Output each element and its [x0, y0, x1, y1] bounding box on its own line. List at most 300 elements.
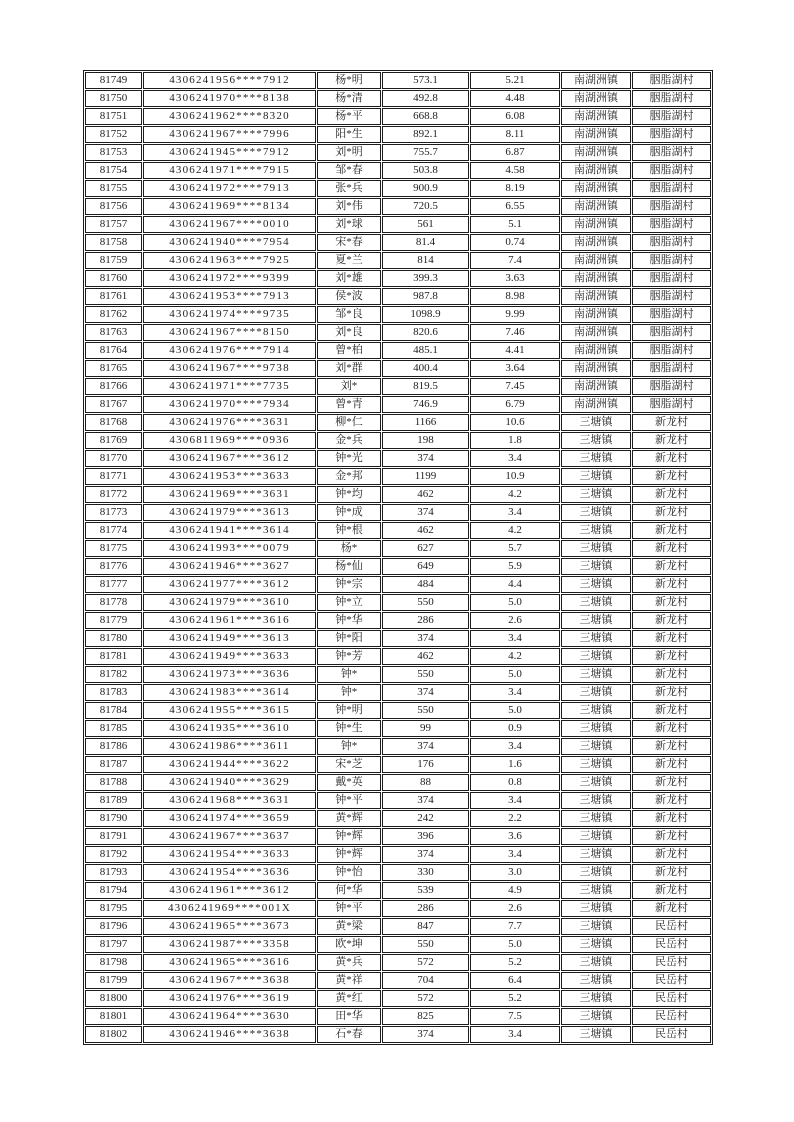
table-cell: 4306241976****3631 [143, 414, 316, 431]
table-cell: 民岳村 [632, 1008, 711, 1025]
table-cell: 4306241970****8138 [143, 90, 316, 107]
table-cell: 4.2 [470, 522, 560, 539]
table-cell: 400.4 [382, 360, 469, 377]
table-cell: 南湖洲镇 [561, 288, 631, 305]
table-cell: 4306241962****8320 [143, 108, 316, 125]
table-row [85, 792, 711, 809]
table-cell: 374 [382, 738, 469, 755]
table-cell: 561 [382, 216, 469, 233]
table-cell: 欧*坤 [317, 936, 381, 953]
table-cell: 4306241944****3622 [143, 756, 316, 773]
table-row [85, 882, 711, 899]
table-cell: 三塘镇 [561, 468, 631, 485]
table-cell: 572 [382, 954, 469, 971]
table-cell: 新龙村 [632, 612, 711, 629]
table-cell: 81767 [85, 396, 142, 413]
table-cell: 刘* [317, 378, 381, 395]
table-cell: 3.4 [470, 504, 560, 521]
table-cell: 钟*辉 [317, 846, 381, 863]
table-row [85, 468, 711, 485]
table-row [85, 900, 711, 917]
table-cell: 钟*均 [317, 486, 381, 503]
table-cell: 5.1 [470, 216, 560, 233]
table-cell: 374 [382, 846, 469, 863]
table-cell: 814 [382, 252, 469, 269]
table-cell: 4306241965****3616 [143, 954, 316, 971]
table-cell: 242 [382, 810, 469, 827]
table-cell: 81764 [85, 342, 142, 359]
table-cell: 三塘镇 [561, 576, 631, 593]
table-cell: 民岳村 [632, 918, 711, 935]
table-row [85, 702, 711, 719]
table-cell: 刘*良 [317, 324, 381, 341]
table-cell: 6.55 [470, 198, 560, 215]
table-row [85, 342, 711, 359]
table-cell: 1.8 [470, 432, 560, 449]
table-row [85, 180, 711, 197]
table-cell: 新龙村 [632, 630, 711, 647]
table-cell: 黄*辉 [317, 810, 381, 827]
table-cell: 南湖洲镇 [561, 378, 631, 395]
table-cell: 刘*球 [317, 216, 381, 233]
table-cell: 4.58 [470, 162, 560, 179]
table-row [85, 990, 711, 1007]
table-cell: 9.99 [470, 306, 560, 323]
table-cell: 三塘镇 [561, 882, 631, 899]
table-row [85, 396, 711, 413]
table-cell: 374 [382, 504, 469, 521]
table-cell: 钟* [317, 738, 381, 755]
table-cell: 396 [382, 828, 469, 845]
table-cell: 81799 [85, 972, 142, 989]
table-cell: 4306241972****9399 [143, 270, 316, 287]
table-cell: 4306241979****3610 [143, 594, 316, 611]
records-table-body [85, 72, 711, 1043]
table-row [85, 378, 711, 395]
table-cell: 81750 [85, 90, 142, 107]
table-row [85, 684, 711, 701]
table-cell: 3.0 [470, 864, 560, 881]
table-cell: 8.98 [470, 288, 560, 305]
table-cell: 黄*祥 [317, 972, 381, 989]
table-row [85, 594, 711, 611]
table-cell: 胭脂湖村 [632, 90, 711, 107]
table-cell: 南湖洲镇 [561, 234, 631, 251]
table-cell: 南湖洲镇 [561, 396, 631, 413]
table-cell: 81776 [85, 558, 142, 575]
table-cell: 81761 [85, 288, 142, 305]
table-cell: 新龙村 [632, 774, 711, 791]
table-cell: 825 [382, 1008, 469, 1025]
table-row [85, 360, 711, 377]
table-cell: 4306241949****3633 [143, 648, 316, 665]
table-cell: 0.8 [470, 774, 560, 791]
table-cell: 374 [382, 684, 469, 701]
table-cell: 新龙村 [632, 756, 711, 773]
table-cell: 民岳村 [632, 954, 711, 971]
table-cell: 钟*明 [317, 702, 381, 719]
table-cell: 81762 [85, 306, 142, 323]
table-cell: 新龙村 [632, 414, 711, 431]
table-cell: 三塘镇 [561, 630, 631, 647]
table-row [85, 738, 711, 755]
table-cell: 杨*明 [317, 72, 381, 89]
table-cell: 三塘镇 [561, 900, 631, 917]
table-cell: 847 [382, 918, 469, 935]
table-cell: 新龙村 [632, 522, 711, 539]
table-cell: 399.3 [382, 270, 469, 287]
table-cell: 黄*兵 [317, 954, 381, 971]
table-cell: 胭脂湖村 [632, 324, 711, 341]
table-cell: 何*华 [317, 882, 381, 899]
table-cell: 7.7 [470, 918, 560, 935]
table-cell: 钟* [317, 666, 381, 683]
table-cell: 330 [382, 864, 469, 881]
table-cell: 81775 [85, 540, 142, 557]
table-cell: 石*春 [317, 1026, 381, 1043]
table-cell: 钟*平 [317, 792, 381, 809]
table-cell: 三塘镇 [561, 846, 631, 863]
table-cell: 4306241953****3633 [143, 468, 316, 485]
table-cell: 三塘镇 [561, 504, 631, 521]
table-row [85, 90, 711, 107]
table-cell: 81802 [85, 1026, 142, 1043]
table-cell: 三塘镇 [561, 540, 631, 557]
table-cell: 柳*仁 [317, 414, 381, 431]
table-cell: 胭脂湖村 [632, 180, 711, 197]
table-cell: 刘*明 [317, 144, 381, 161]
table-cell: 5.0 [470, 936, 560, 953]
table-cell: 胭脂湖村 [632, 270, 711, 287]
table-cell: 三塘镇 [561, 648, 631, 665]
table-cell: 704 [382, 972, 469, 989]
table-cell: 3.4 [470, 450, 560, 467]
table-cell: 三塘镇 [561, 486, 631, 503]
table-cell: 宋*春 [317, 234, 381, 251]
table-cell: 746.9 [382, 396, 469, 413]
table-row [85, 252, 711, 269]
table-cell: 374 [382, 450, 469, 467]
table-cell: 南湖洲镇 [561, 162, 631, 179]
table-cell: 4306241967****9738 [143, 360, 316, 377]
table-cell: 胭脂湖村 [632, 396, 711, 413]
table-cell: 7.4 [470, 252, 560, 269]
table-row [85, 486, 711, 503]
table-cell: 三塘镇 [561, 702, 631, 719]
table-cell: 邹*春 [317, 162, 381, 179]
table-cell: 88 [382, 774, 469, 791]
table-cell: 81781 [85, 648, 142, 665]
table-cell: 钟*辉 [317, 828, 381, 845]
table-cell: 3.4 [470, 684, 560, 701]
table-cell: 3.4 [470, 1026, 560, 1043]
table-cell: 10.9 [470, 468, 560, 485]
table-cell: 5.21 [470, 72, 560, 89]
table-cell: 新龙村 [632, 594, 711, 611]
table-cell: 刘*群 [317, 360, 381, 377]
table-cell: 三塘镇 [561, 792, 631, 809]
table-cell: 81755 [85, 180, 142, 197]
table-cell: 杨*仙 [317, 558, 381, 575]
table-cell: 81797 [85, 936, 142, 953]
table-cell: 三塘镇 [561, 1008, 631, 1025]
table-cell: 987.8 [382, 288, 469, 305]
table-row [85, 216, 711, 233]
table-cell: 4306811969****0936 [143, 432, 316, 449]
table-cell: 4306241986****3611 [143, 738, 316, 755]
table-cell: 新龙村 [632, 504, 711, 521]
table-cell: 三塘镇 [561, 972, 631, 989]
table-row [85, 828, 711, 845]
table-cell: 杨*平 [317, 108, 381, 125]
table-cell: 81790 [85, 810, 142, 827]
table-cell: 三塘镇 [561, 954, 631, 971]
table-cell: 田*华 [317, 1008, 381, 1025]
table-cell: 3.4 [470, 792, 560, 809]
table-cell: 4306241964****3630 [143, 1008, 316, 1025]
table-cell: 627 [382, 540, 469, 557]
table-row [85, 936, 711, 953]
table-cell: 539 [382, 882, 469, 899]
table-cell: 杨* [317, 540, 381, 557]
table-cell: 南湖洲镇 [561, 72, 631, 89]
table-cell: 钟*华 [317, 612, 381, 629]
table-cell: 4306241971****7915 [143, 162, 316, 179]
table-cell: 三塘镇 [561, 666, 631, 683]
table-cell: 4306241953****7913 [143, 288, 316, 305]
table-cell: 485.1 [382, 342, 469, 359]
table-cell: 三塘镇 [561, 612, 631, 629]
table-cell: 南湖洲镇 [561, 90, 631, 107]
table-cell: 4306241969****8134 [143, 198, 316, 215]
table-cell: 81783 [85, 684, 142, 701]
table-cell: 4306241973****3636 [143, 666, 316, 683]
table-cell: 81769 [85, 432, 142, 449]
table-cell: 81798 [85, 954, 142, 971]
table-cell: 81754 [85, 162, 142, 179]
table-cell: 6.87 [470, 144, 560, 161]
table-cell: 4306241961****3616 [143, 612, 316, 629]
table-row [85, 72, 711, 89]
table-cell: 邹*良 [317, 306, 381, 323]
table-row [85, 972, 711, 989]
table-row [85, 864, 711, 881]
table-cell: 1199 [382, 468, 469, 485]
table-cell: 三塘镇 [561, 738, 631, 755]
table-cell: 10.6 [470, 414, 560, 431]
table-cell: 胭脂湖村 [632, 306, 711, 323]
table-cell: 4306241971****7735 [143, 378, 316, 395]
table-cell: 81757 [85, 216, 142, 233]
table-cell: 81766 [85, 378, 142, 395]
table-cell: 5.0 [470, 594, 560, 611]
table-cell: 4306241963****7925 [143, 252, 316, 269]
table-cell: 81786 [85, 738, 142, 755]
table-cell: 民岳村 [632, 972, 711, 989]
table-row [85, 558, 711, 575]
table-cell: 720.5 [382, 198, 469, 215]
table-cell: 4.2 [470, 486, 560, 503]
table-cell: 新龙村 [632, 720, 711, 737]
table-cell: 176 [382, 756, 469, 773]
table-cell: 杨*清 [317, 90, 381, 107]
table-cell: 3.4 [470, 630, 560, 647]
table-cell: 三塘镇 [561, 432, 631, 449]
table-cell: 3.6 [470, 828, 560, 845]
table-cell: 胭脂湖村 [632, 198, 711, 215]
table-cell: 胭脂湖村 [632, 126, 711, 143]
table-cell: 6.79 [470, 396, 560, 413]
table-cell: 4306241972****7913 [143, 180, 316, 197]
table-row [85, 540, 711, 557]
table-cell: 金*邦 [317, 468, 381, 485]
table-cell: 黄*梁 [317, 918, 381, 935]
table-cell: 戴*英 [317, 774, 381, 791]
table-cell: 81789 [85, 792, 142, 809]
table-cell: 张*兵 [317, 180, 381, 197]
table-cell: 81785 [85, 720, 142, 737]
table-cell: 南湖洲镇 [561, 270, 631, 287]
table-cell: 7.5 [470, 1008, 560, 1025]
table-cell: 4306241945****7912 [143, 144, 316, 161]
table-cell: 钟* [317, 684, 381, 701]
table-cell: 4306241976****7914 [143, 342, 316, 359]
table-cell: 374 [382, 1026, 469, 1043]
table-cell: 820.6 [382, 324, 469, 341]
table-cell: 4306241946****3638 [143, 1026, 316, 1043]
table-cell: 492.8 [382, 90, 469, 107]
table-cell: 819.5 [382, 378, 469, 395]
table-cell: 81794 [85, 882, 142, 899]
table-row [85, 126, 711, 143]
table-cell: 81777 [85, 576, 142, 593]
table-cell: 三塘镇 [561, 558, 631, 575]
table-cell: 4306241946****3627 [143, 558, 316, 575]
table-row [85, 198, 711, 215]
table-cell: 81753 [85, 144, 142, 161]
table-cell: 三塘镇 [561, 774, 631, 791]
table-cell: 新龙村 [632, 810, 711, 827]
table-cell: 4306241955****3615 [143, 702, 316, 719]
table-cell: 198 [382, 432, 469, 449]
table-cell: 900.9 [382, 180, 469, 197]
table-cell: 755.7 [382, 144, 469, 161]
table-cell: 374 [382, 792, 469, 809]
table-cell: 4306241965****3673 [143, 918, 316, 935]
table-cell: 503.8 [382, 162, 469, 179]
table-cell: 4306241979****3613 [143, 504, 316, 521]
table-cell: 胭脂湖村 [632, 108, 711, 125]
table-cell: 4306241967****8150 [143, 324, 316, 341]
table-cell: 4.4 [470, 576, 560, 593]
table-cell: 胭脂湖村 [632, 162, 711, 179]
table-cell: 胭脂湖村 [632, 72, 711, 89]
table-cell: 三塘镇 [561, 990, 631, 1007]
table-cell: 4.41 [470, 342, 560, 359]
table-cell: 4306241967****7996 [143, 126, 316, 143]
table-cell: 4.2 [470, 648, 560, 665]
table-cell: 三塘镇 [561, 1026, 631, 1043]
table-cell: 81787 [85, 756, 142, 773]
table-cell: 三塘镇 [561, 756, 631, 773]
table-cell: 胭脂湖村 [632, 252, 711, 269]
table-cell: 81758 [85, 234, 142, 251]
table-cell: 81772 [85, 486, 142, 503]
table-cell: 550 [382, 666, 469, 683]
table-cell: 81782 [85, 666, 142, 683]
table-cell: 新龙村 [632, 900, 711, 917]
table-cell: 新龙村 [632, 792, 711, 809]
table-cell: 4306241977****3612 [143, 576, 316, 593]
table-cell: 4306241970****7934 [143, 396, 316, 413]
table-cell: 4.48 [470, 90, 560, 107]
table-cell: 81771 [85, 468, 142, 485]
table-cell: 550 [382, 936, 469, 953]
table-cell: 81768 [85, 414, 142, 431]
table-cell: 81774 [85, 522, 142, 539]
table-cell: 4306241969****001X [143, 900, 316, 917]
table-cell: 3.64 [470, 360, 560, 377]
table-cell: 4306241974****9735 [143, 306, 316, 323]
table-cell: 胭脂湖村 [632, 288, 711, 305]
table-cell: 1166 [382, 414, 469, 431]
table-cell: 三塘镇 [561, 864, 631, 881]
table-cell: 钟*立 [317, 594, 381, 611]
table-cell: 4306241967****3637 [143, 828, 316, 845]
table-cell: 573.1 [382, 72, 469, 89]
table-cell: 4306241954****3636 [143, 864, 316, 881]
table-cell: 新龙村 [632, 432, 711, 449]
table-cell: 新龙村 [632, 648, 711, 665]
table-row [85, 306, 711, 323]
table-cell: 1098.9 [382, 306, 469, 323]
table-cell: 南湖洲镇 [561, 126, 631, 143]
table-cell: 胭脂湖村 [632, 342, 711, 359]
table-row [85, 648, 711, 665]
table-cell: 6.4 [470, 972, 560, 989]
table-cell: 81784 [85, 702, 142, 719]
table-cell: 81.4 [382, 234, 469, 251]
table-cell: 649 [382, 558, 469, 575]
table-cell: 99 [382, 720, 469, 737]
table-cell: 4306241974****3659 [143, 810, 316, 827]
table-cell: 5.2 [470, 954, 560, 971]
table-row [85, 450, 711, 467]
table-cell: 81780 [85, 630, 142, 647]
table-cell: 黄*红 [317, 990, 381, 1007]
table-cell: 新龙村 [632, 540, 711, 557]
table-cell: 新龙村 [632, 468, 711, 485]
table-cell: 新龙村 [632, 486, 711, 503]
table-row [85, 1008, 711, 1025]
table-cell: 4306241961****3612 [143, 882, 316, 899]
table-cell: 新龙村 [632, 666, 711, 683]
table-cell: 81760 [85, 270, 142, 287]
table-cell: 钟*成 [317, 504, 381, 521]
table-cell: 8.11 [470, 126, 560, 143]
table-cell: 三塘镇 [561, 936, 631, 953]
table-cell: 南湖洲镇 [561, 360, 631, 377]
table-cell: 钟*平 [317, 900, 381, 917]
table-cell: 462 [382, 522, 469, 539]
table-cell: 81770 [85, 450, 142, 467]
table-cell: 新龙村 [632, 576, 711, 593]
table-cell: 钟*根 [317, 522, 381, 539]
table-cell: 286 [382, 612, 469, 629]
table-cell: 4306241949****3613 [143, 630, 316, 647]
table-cell: 4306241941****3614 [143, 522, 316, 539]
table-cell: 3.63 [470, 270, 560, 287]
